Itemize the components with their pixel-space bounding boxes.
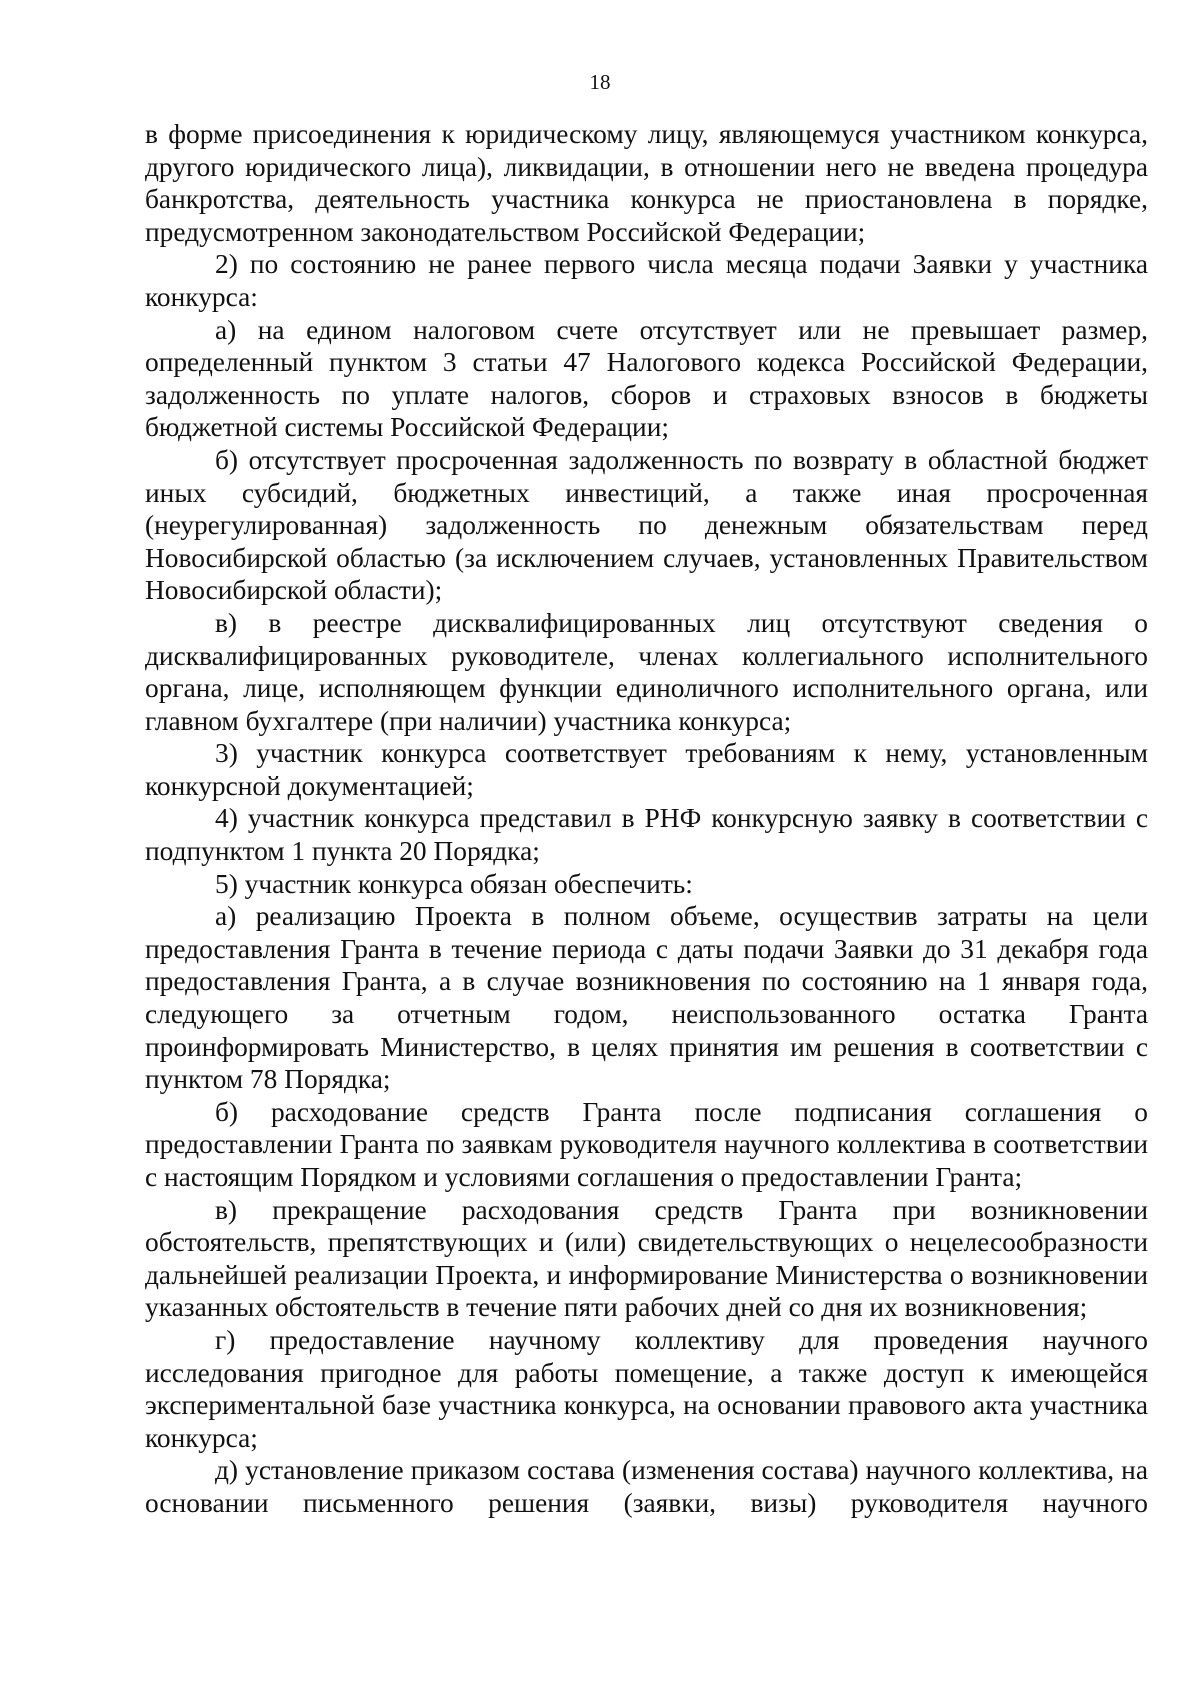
paragraph-item-3: 3) участник конкурса соответствует требованиям к нему, установленным конкурсной документацией; (145, 738, 1148, 801)
paragraph-item-5: 5) участник конкурса обязан обеспечить: (215, 868, 693, 899)
paragraph-item-5b: б) расходование средств Гранта после подписания соглашения о предоставлении Гранта по заявкам руководителя научного коллектива в соответствии с настоящим Порядком и условиями соглашения о предоставлении Гранта; (145, 1096, 1148, 1192)
paragraph-item-5v: в) прекращение расходования средств Гранта при возникновении обстоятельств, препятствующих и (или) свидетельствующих о нецелесообразности дальнейшей реализации Проекта, и информирование Министерства о возникновении указанных обстоятельств в течение пяти рабочих дней со дня их возникновения; (145, 1194, 1148, 1323)
paragraph-item-4: 4) участник конкурса представил в РНФ конкурсную заявку в соответствии с подпунктом 1 пункта 20 Порядка; (145, 803, 1148, 867)
paragraph-item-5d: д) установление приказом состава (изменения состава) научного коллектива, на основании письменного решения (заявки, визы) руководителя научного (145, 1455, 1148, 1518)
paragraph-item-2v: в) в реестре дисквалифицированных лиц отсутствуют сведения о дисквалифицированных руководителе, членах коллегиального исполнительного органа, лице, исполняющем функции единоличного исполнительного органа, или главном бухгалтере (при наличии) участника конкурса; (145, 607, 1148, 736)
paragraph-item-2: 2) по состоянию не ранее первого числа месяца подачи Заявки у участника конкурса: (145, 249, 1148, 312)
paragraph-item-5g: г) предоставление научному коллективу для проведения научного исследования пригодное для работы помещение, а также доступ к имеющейся экспериментальной базе участника конкурса, на основании правового акта участника конкурса; (145, 1324, 1148, 1453)
paragraph-item-5a: а) реализацию Проекта в полном объеме, осуществив затраты на цели предоставления Гранта в течение периода с даты подачи Заявки до 31 декабря года предоставления Гранта, а в случае возникновения по состоянию на 1 января года, следующего за отчетным годом, неиспользованного остатка Гранта проинформировать Министерство, в целях принятия им решения в соответствии с пунктом 78 Порядка; (145, 901, 1148, 1095)
paragraph-item-2a: а) на едином налоговом счете отсутствует или не превышает размер, определенный пунктом 3 статьи 47 Налогового кодекса Российской Федерации, задолженность по уплате налогов, сборов и страховых взносов в бюджеты бюджетной системы Российской Федерации; (145, 314, 1148, 443)
page-number: 18 (589, 70, 611, 94)
paragraph-continuation: в форме присоединения к юридическому лицу, являющемуся участником конкурса, другого юридического лица), ликвидации, в отношении него не введена процедура банкротства, деятельность участника конкурса не приостановлена в порядке, предусмотренном законодательством Российской Федерации; (145, 119, 1148, 247)
paragraph-item-2b: б) отсутствует просроченная задолженность по возврату в областной бюджет иных субсидий, бюджетных инвестиций, а также иная просроченная (неурегулированная) задолженность по денежным обязательствам перед Новосибирской областью (за исключением случаев, установленных Правительством Новосибирской области); (145, 444, 1148, 606)
document-body (145, 118, 1148, 1520)
